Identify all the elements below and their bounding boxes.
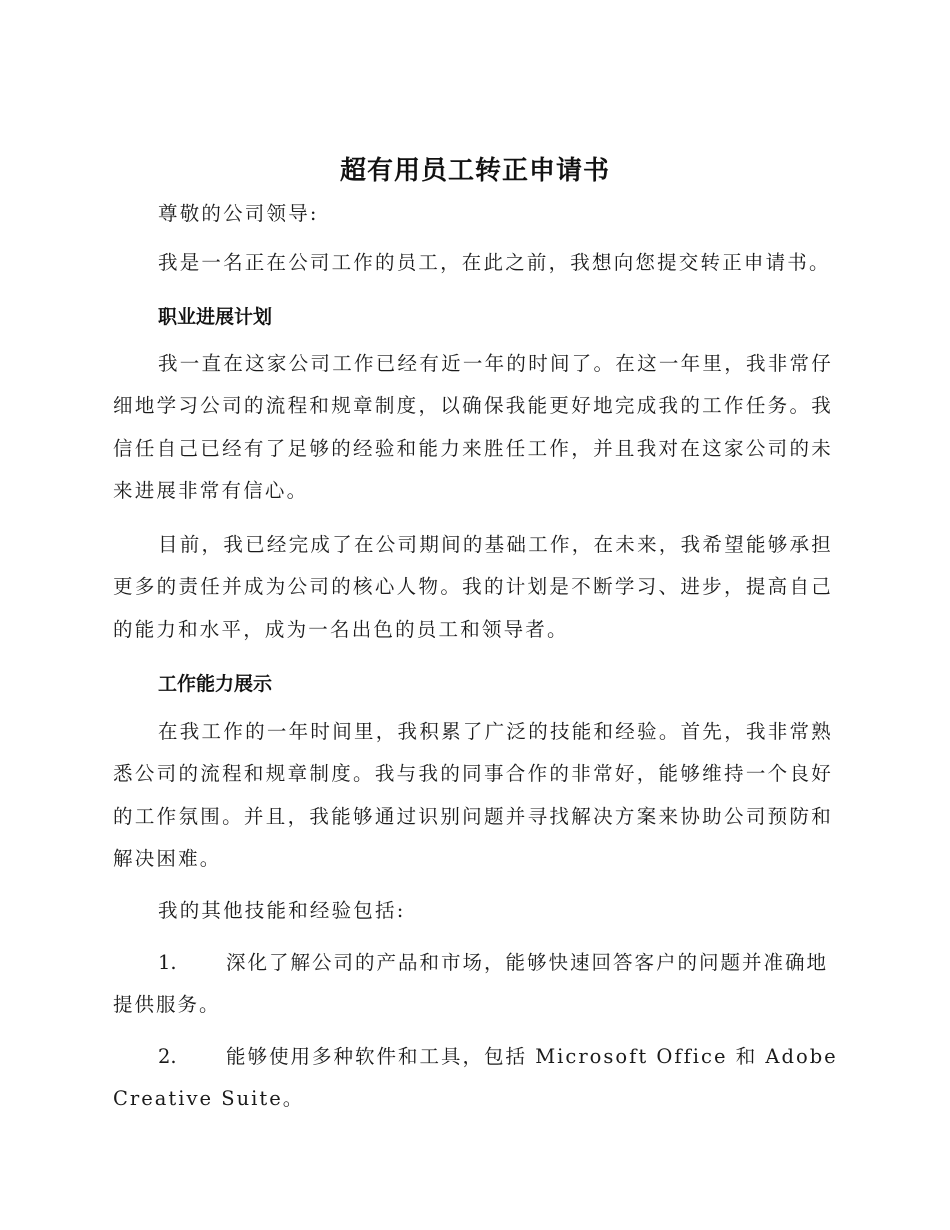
list-item-number: 2. xyxy=(158,1045,177,1068)
list-item xyxy=(113,942,838,1027)
career-plan-paragraph-1: 我一直在这家公司工作已经有近一年的时间了。在这一年里，我非常仔细地学习公司的流程和规章制度，以确保我能更好地完成我的工作任务。我信任自己已经有了足够的经验和能力来胜任工作，并且我对在这家公司的未来进展非常有信心。 xyxy=(113,352,833,502)
section-heading-career-plan: 职业进展计划 xyxy=(158,306,273,328)
list-item-number: 1. xyxy=(158,951,177,974)
career-plan-paragraph-2: 目前，我已经完成了在公司期间的基础工作，在未来，我希望能够承担更多的责任并成为公司的核心人物。我的计划是不断学习、进步，提高自己的能力和水平，成为一名出色的员工和领导者。 xyxy=(113,533,833,641)
list-item-text: 深化了解公司的产品和市场，能够快速回答客户的问题并准确地提供服务。 xyxy=(113,951,829,1017)
skills-list-intro: 我的其他技能和经验包括: xyxy=(158,899,406,922)
list-item xyxy=(113,1036,838,1121)
list-item-text: 能够使用多种软件和工具，包括 Microsoft Office 和 Adobe Creative Suite。 xyxy=(113,1045,838,1111)
document-title: 超有用员工转正申请书 xyxy=(339,156,610,186)
section-heading-ability: 工作能力展示 xyxy=(158,673,273,695)
salutation: 尊敬的公司领导: xyxy=(158,202,319,225)
ability-paragraph-1: 在我工作的一年时间里，我积累了广泛的技能和经验。首先，我非常熟悉公司的流程和规章制度。我与我的同事合作的非常好，能够维持一个良好的工作氛围。并且，我能够通过识别问题并寻找解决方案来协助公司预防和解决困难。 xyxy=(113,720,833,870)
intro-paragraph: 我是一名正在公司工作的员工，在此之前，我想向您提交转正申请书。 xyxy=(158,251,831,274)
